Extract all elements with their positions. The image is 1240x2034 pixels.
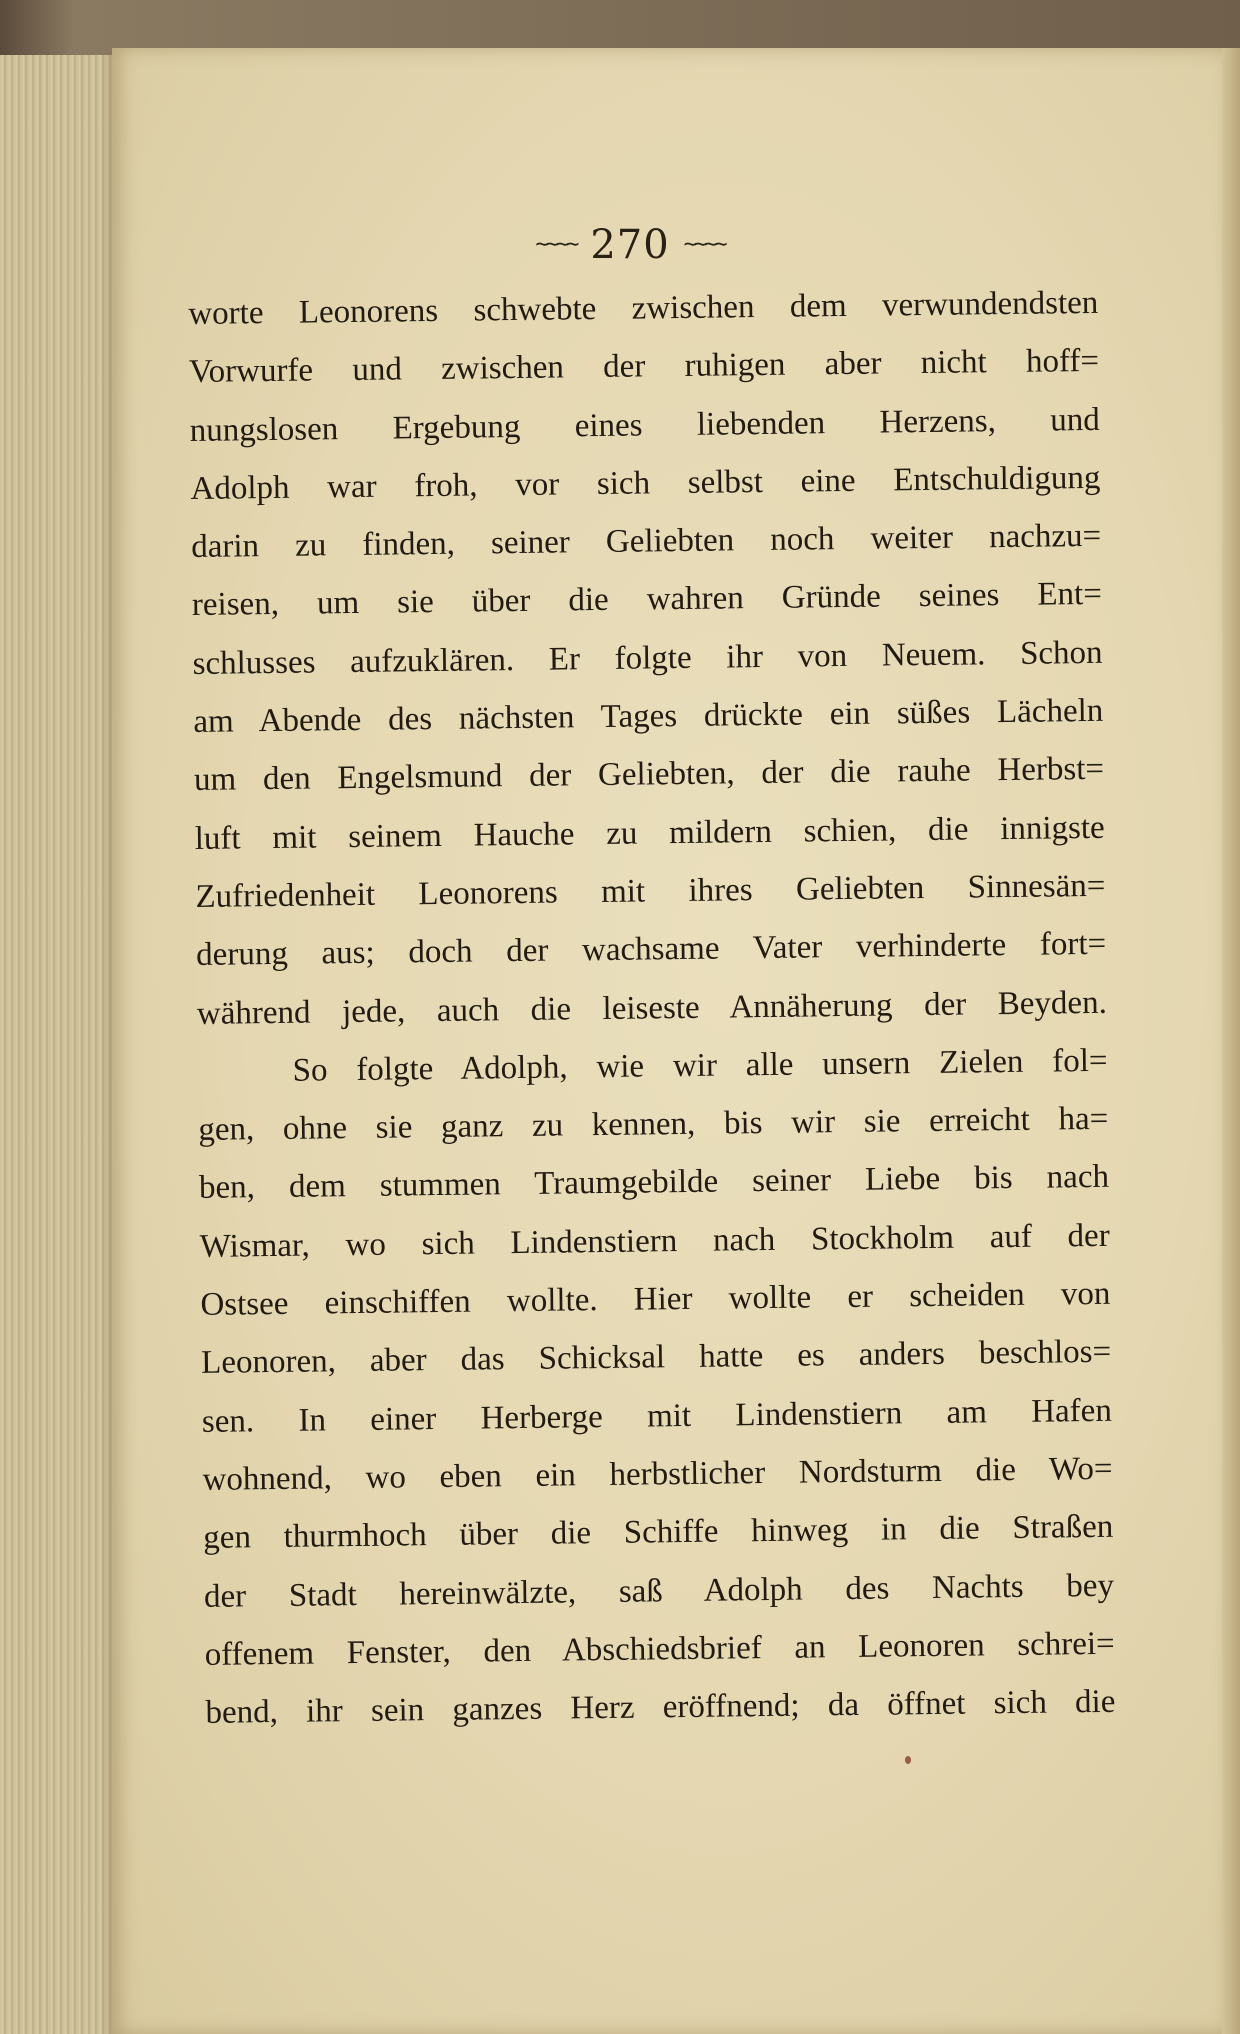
text-line: offenem Fenster, den Abschiedsbrief an Leonoren schrei= — [204, 1625, 1115, 1673]
text-line: bend, ihr sein ganzes Herz eröffnend; da öffnet sich die — [205, 1683, 1116, 1732]
text-line: ben, dem stummen Traumgebilde seiner Liebe bis nach — [198, 1159, 1110, 1207]
text-line: worte Leonorens schwebte zwischen dem verwundendsten — [188, 284, 1099, 332]
text-line: schlusses aufzuklären. Er folgte ihr von Neuem. Schon — [192, 634, 1103, 682]
text-line: Vorwurfe und zwischen der ruhigen aber nicht hoff= — [188, 343, 1100, 391]
text-line: gen thurmhoch über die Schiffe hinweg in die Straßen — [203, 1509, 1114, 1557]
page-header — [500, 222, 760, 268]
text-line: der Stadt hereinwälzte, saß Adolph des Nachts bey — [203, 1567, 1115, 1615]
text-line: Leonoren, aber das Schicksal hatte es anders beschlos= — [200, 1334, 1112, 1382]
text-line: Wismar, wo sich Lindenstiern nach Stockholm auf der — [199, 1217, 1110, 1265]
text-line: Adolph war froh, vor sich selbst eine Entschuldigung — [190, 459, 1101, 507]
text-line: gen, ohne sie ganz zu kennen, bis wir sie erreicht ha= — [198, 1100, 1109, 1149]
paper-speck — [905, 1756, 911, 1764]
text-line: Zufriedenheit Leonorens mit ihres Geliebten Sinnesän= — [195, 867, 1106, 915]
text-line: sen. In einer Herberge mit Lindenstiern am Hafen — [201, 1392, 1113, 1440]
text-line: luft mit seinem Hauche zu mildern schien, die innigste — [194, 809, 1105, 857]
page-right-edge — [1222, 48, 1240, 2034]
page-number: 270 — [590, 222, 670, 268]
text-line: reisen, um sie über die wahren Gründe seines Ent= — [191, 576, 1103, 624]
text-line: wohnend, wo eben ein herbstlicher Nordsturm die Wo= — [202, 1450, 1113, 1498]
text-line: Ostsee einschiffen wollte. Hier wollte er scheiden von — [200, 1275, 1111, 1323]
text-line: derung aus; doch der wachsame Vater verhinderte fort= — [195, 926, 1107, 974]
text-line: darin zu finden, seiner Geliebten noch weiter nachzu= — [190, 518, 1102, 566]
text-line: am Abende des nächsten Tages drückte ein süßes Lächeln — [193, 692, 1104, 741]
text-line: während jede, auch die leiseste Annäherung der Beyden. — [196, 984, 1108, 1032]
ornament-left-icon: ∼∼∼∼ — [535, 232, 577, 257]
text-line-paragraph-start: So folgte Adolph, wie wir alle unsern Zielen fol= — [292, 1042, 1108, 1089]
ornament-right-icon: ∼∼∼∼ — [683, 232, 725, 257]
text-line: um den Engelsmund der Geliebten, der die rauhe Herbst= — [193, 751, 1105, 799]
book-page-edges — [0, 55, 115, 2034]
body-text — [188, 274, 1116, 1742]
text-line: nungslosen Ergebung eines liebenden Herzens, und — [189, 401, 1100, 449]
